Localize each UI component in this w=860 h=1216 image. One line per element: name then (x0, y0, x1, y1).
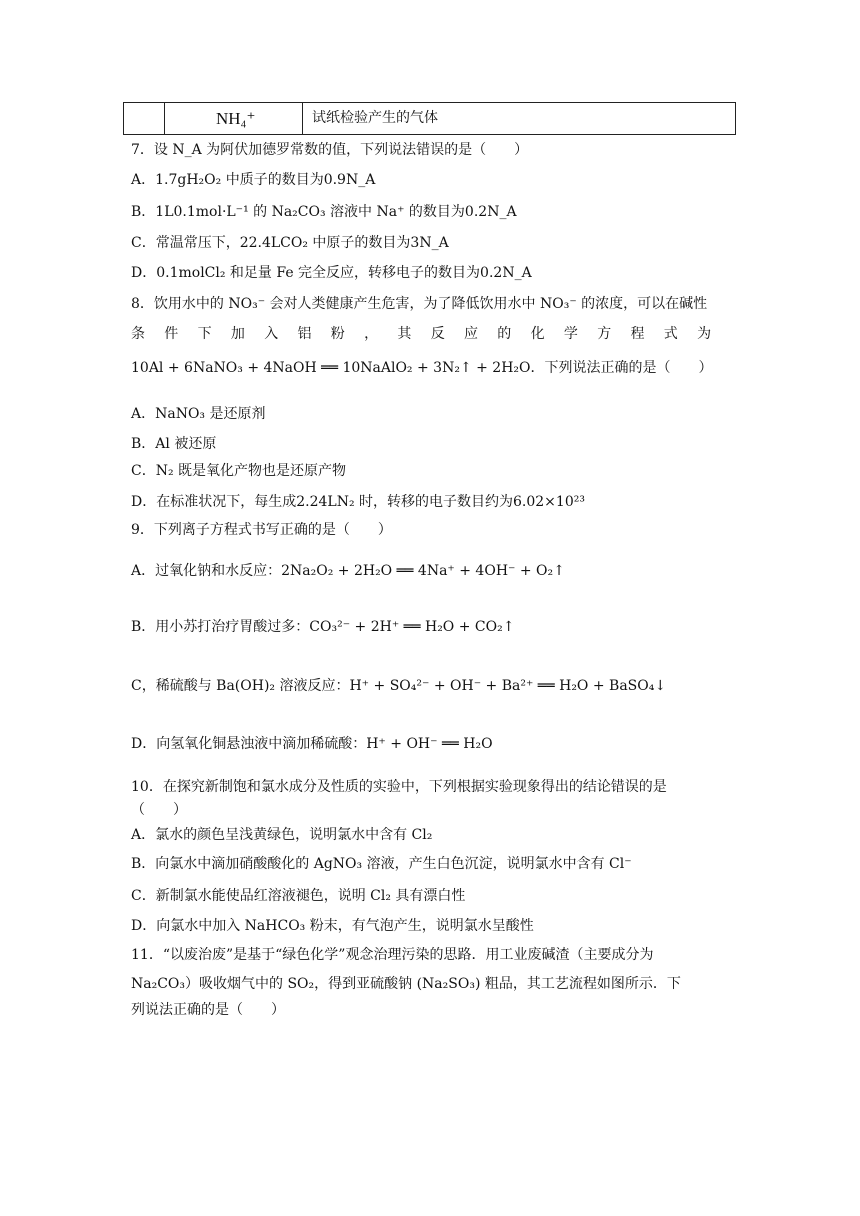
question-10-option-a: A．氯水的颜色呈浅黄绿色，说明氯水中含有 Cl₂ (131, 827, 433, 843)
question-11-stem-line-3: 列说法正确的是（ ） (131, 1002, 285, 1018)
question-7-stem: 7．设 N_A 为阿伏加德罗常数的值，下列说法错误的是（ ） (131, 142, 529, 158)
reagent-table (123, 102, 736, 135)
question-10-stem-line-2: （ ） (131, 802, 187, 818)
question-8-stem-line-1: 8．饮用水中的 NO₃⁻ 会对人类健康产生危害，为了降低饮用水中 NO₃⁻ 的浓度，可以在碱性 (131, 296, 708, 312)
question-7-option-a: A．1.7gH₂O₂ 中质子的数目为0.9N_A (131, 172, 376, 188)
question-10-option-c: C．新制氯水能使品红溶液褪色，说明 Cl₂ 具有漂白性 (131, 888, 466, 904)
question-8-option-c: C．N₂ 既是氧化产物也是还原产物 (131, 463, 347, 479)
question-9-option-b: B．用小苏打治疗胃酸过多：CO₃²⁻ + 2H⁺ ══ H₂O + CO₂↑ (131, 619, 515, 635)
question-9-option-c: C，稀硫酸与 Ba(OH)₂ 溶液反应：H⁺ + SO₄²⁻ + OH⁻ + Ba²⁺ ══ H₂O + BaSO₄↓ (131, 678, 667, 694)
question-11-stem-line-1: 11．“以废治废”是基于“绿色化学”观念治理污染的思路．用工业废碱渣（主要成分为 (131, 947, 654, 963)
question-10-option-b: B．向氯水中滴加硝酸酸化的 AgNO₃ 溶液，产生白色沉淀，说明氯水中含有 Cl⁻ (131, 856, 632, 872)
question-9-stem: 9．下列离子方程式书写正确的是（ ） (131, 522, 392, 538)
table-cell-ion: NH₄⁺ (216, 109, 256, 128)
question-8-option-d: D．在标准状况下，每生成2.24LN₂ 时，转移的电子数目约为6.02×10²³ (131, 494, 585, 510)
question-9-option-a: A．过氧化钠和水反应：2Na₂O₂ + 2H₂O ══ 4Na⁺ + 4OH⁻ + O₂↑ (131, 563, 565, 579)
table-divider (302, 103, 303, 134)
question-8-equation: 10Al + 6NaNO₃ + 4NaOH ══ 10NaAlO₂ + 3N₂↑ + 2H₂O．下列说法正确的是（ ） (131, 360, 713, 376)
table-divider (164, 103, 165, 134)
question-8-stem-line-2: 条件下加入铝粉，其反应的化学方程式为 (131, 326, 731, 342)
question-10-option-d: D．向氯水中加入 NaHCO₃ 粉末，有气泡产生，说明氯水呈酸性 (131, 918, 534, 934)
table-cell-method: 试纸检验产生的气体 (312, 110, 438, 126)
question-7-option-c: C．常温常压下，22.4LCO₂ 中原子的数目为3N_A (131, 235, 449, 251)
question-8-option-b: B．Al 被还原 (131, 436, 217, 452)
question-7-option-d: D．0.1molCl₂ 和足量 Fe 完全反应，转移电子的数目为0.2N_A (131, 265, 532, 281)
question-10-stem-line-1: 10．在探究新制饱和氯水成分及性质的实验中，下列根据实验现象得出的结论错误的是 (131, 779, 667, 795)
question-9-option-d: D．向氢氧化铜悬浊液中滴加稀硫酸：H⁺ + OH⁻ ══ H₂O (131, 736, 493, 752)
question-7-option-b: B．1L0.1mol·L⁻¹ 的 Na₂CO₃ 溶液中 Na⁺ 的数目为0.2N_A (131, 204, 517, 220)
question-8-option-a: A．NaNO₃ 是还原剂 (131, 406, 266, 422)
question-11-stem-line-2: Na₂CO₃）吸收烟气中的 SO₂，得到亚硫酸钠 (Na₂SO₃) 粗品，其工艺流程如图所示．下 (131, 976, 681, 992)
